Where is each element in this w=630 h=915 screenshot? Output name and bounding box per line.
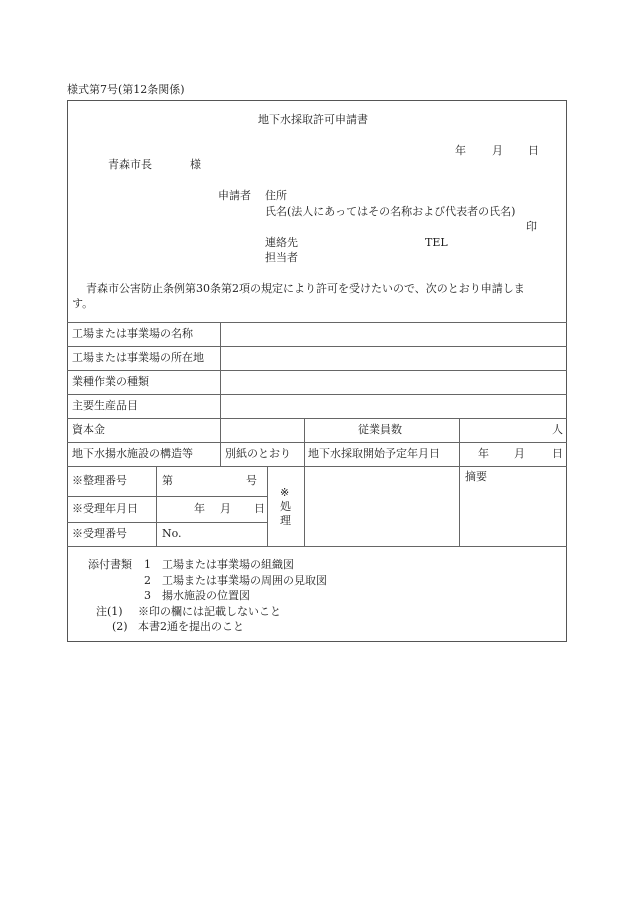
receipt-date-year: 年 [194,502,205,515]
processing-char-1: 処 [280,500,291,513]
factory-name-label: 工場または事業場の名称 [72,327,193,340]
remarks-label: 摘要 [465,470,487,483]
row-divider [67,442,567,443]
note-text: ※印の欄には記載しないこと [138,605,281,618]
attachment-number: 3 [144,589,151,602]
row-divider [67,394,567,395]
processing-char-2: 理 [280,514,291,527]
addressee-honorific: 様 [190,158,201,171]
start-date-year[interactable]: 年 [478,447,489,460]
factory-location-label: 工場または事業場の所在地 [72,351,204,364]
note-label: (2) [112,620,128,633]
applicant-address-field[interactable]: 住所 [265,189,287,202]
applicant-label: 申請者 [218,189,251,202]
row-divider [67,496,267,497]
start-date-month[interactable]: 月 [514,447,525,460]
column-divider [304,466,305,546]
processing-mark: ※ [280,486,290,499]
row-divider [67,370,567,371]
date-year[interactable]: 年 [455,144,466,157]
date-month[interactable]: 月 [492,144,503,157]
ref-number-prefix: 第 [162,474,173,487]
row-divider [67,546,567,547]
note-text: 本書2通を提出のこと [138,620,244,633]
receipt-number-prefix: No. [162,527,182,540]
business-type-label: 業種作業の種類 [72,375,149,388]
date-day[interactable]: 日 [528,144,539,157]
row-divider [67,346,567,347]
application-form [67,100,567,642]
attachment-item: 工場または事業場の周囲の見取図 [162,574,327,587]
statement-line-1: 青森市公害防止条例第30条第2項の規定により許可を受けたいので、次のとおり申請しま [86,282,525,295]
attachment-number: 2 [144,574,151,587]
attachments-label: 添付書類 [88,558,132,571]
start-date-day[interactable]: 日 [552,447,563,460]
start-date-label: 地下水採取開始予定年月日 [308,447,440,460]
capital-label: 資本金 [72,423,105,436]
well-structure-label: 地下水揚水施設の構造等 [72,447,193,460]
column-divider [156,466,157,546]
ref-number-label: ※整理番号 [72,474,127,487]
row-divider [67,322,567,323]
form-title: 地下水採取許可申請書 [258,113,368,126]
attachment-item: 揚水施設の位置図 [162,589,250,602]
ref-number-suffix: 号 [246,474,257,487]
note-label: 注(1) [96,605,123,618]
seal-mark: 印 [526,220,537,233]
column-divider [459,466,460,546]
employees-unit: 人 [552,423,563,436]
applicant-person-field[interactable]: 担当者 [265,251,298,264]
column-divider [267,466,268,546]
applicant-contact-field[interactable]: 連絡先 [265,236,298,249]
attached-note: 別紙のとおり [225,447,291,460]
applicant-tel-field[interactable]: TEL [425,236,448,249]
receipt-date-month: 月 [220,502,231,515]
column-divider [220,322,221,466]
receipt-date-label: ※受理年月日 [72,502,138,515]
row-divider [67,522,267,523]
column-divider [304,418,305,466]
attachment-number: 1 [144,558,151,571]
attachment-item: 工場または事業場の組織図 [162,558,294,571]
receipt-number-label: ※受理番号 [72,527,127,540]
statement-line-2: す。 [72,297,94,310]
receipt-date-day: 日 [254,502,265,515]
addressee-name: 青森市長 [108,158,152,171]
applicant-name-field[interactable]: 氏名(法人にあってはその名称および代表者の氏名) [265,205,516,218]
form-number-label: 様式第7号(第12条関係) [67,83,185,96]
employees-label: 従業員数 [358,423,402,436]
row-divider [67,418,567,419]
column-divider [459,418,460,466]
row-divider [67,466,567,467]
main-products-label: 主要生産品目 [72,399,138,412]
